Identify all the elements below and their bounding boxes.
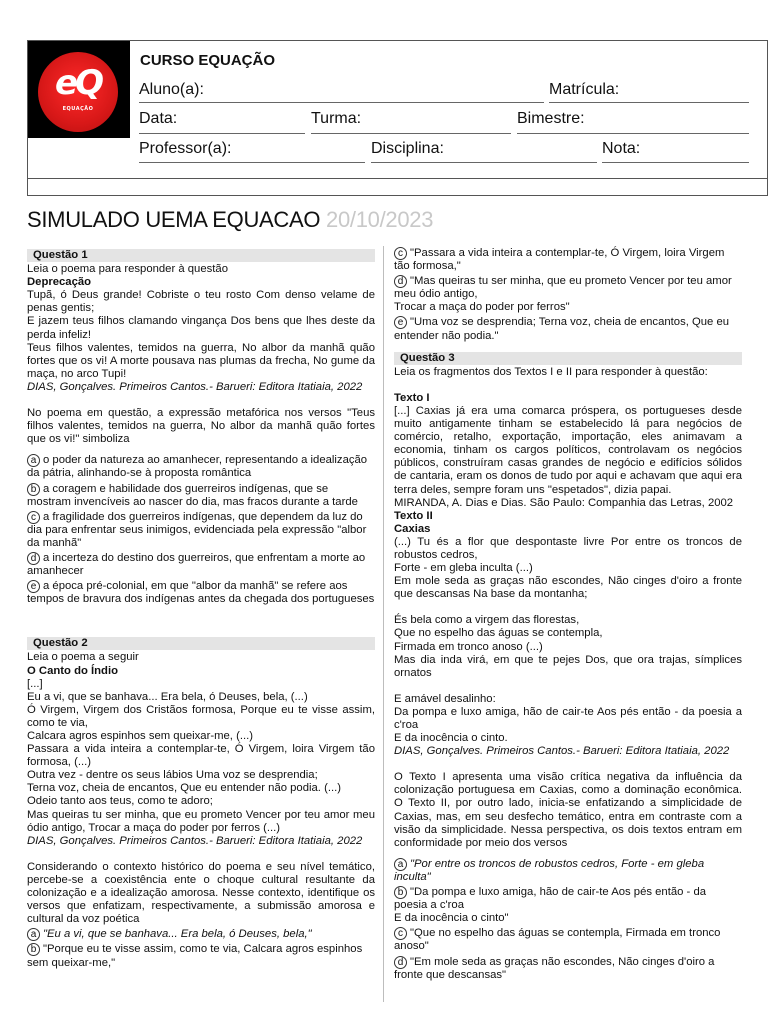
q2-line-1: [...] (27, 677, 43, 690)
q1-option-e[interactable] (27, 580, 375, 606)
question-3 (394, 352, 742, 982)
disciplina-field (371, 162, 597, 163)
option-d-marker[interactable]: d (394, 956, 407, 969)
q2-option-d-text: "Mas queiras tu ser minha, que eu prometo Vencer por teu amor meu ódio antigo, (394, 275, 732, 301)
q3-option-d[interactable] (394, 956, 742, 982)
q2-option-c-text: "Passara a vida inteira a contemplar-te, Ó Virgem, loira Virgem tão formosa," (394, 247, 725, 273)
q3-text-2-line-4: És bela como a virgem das florestas, (394, 614, 580, 627)
q3-option-d-text: "Em mole seda as graças não escondes, Não cinges d'oiro a fronte que descansas" (394, 955, 715, 981)
option-d-marker[interactable]: d (394, 275, 407, 288)
option-a-marker[interactable]: a (394, 858, 407, 871)
question-3-heading: Questão 3 (394, 352, 742, 365)
q1-poem-title: Deprecação (27, 276, 92, 289)
title-main: SIMULADO UEMA EQUACAO (27, 207, 321, 232)
option-e-marker[interactable]: e (27, 580, 40, 593)
header-box (27, 40, 768, 196)
q1-option-c-text: a fragilidade dos guerreiros indígenas, que dependem da luz do dia para enfrentar seus inimigos, evidenciada pela expressão "albor da manhã" (27, 510, 367, 549)
aluno-field (139, 102, 544, 103)
q3-text-1-source: MIRANDA, A. Dias e Dias. São Paulo: Companhia das Letras, 2002 (394, 496, 734, 509)
option-a-marker[interactable]: a (27, 454, 40, 467)
q1-option-b-text: a coragem e habilidade dos guerreiros indígenas, que se mostram invencíveis ao nascer do dia, mas fracos durante a tarde (27, 482, 358, 508)
q3-option-b-text: "Da pompa e luxo amiga, hão de cair-te Aos pés então - da poesia a c'roa (394, 886, 707, 912)
q2-line-7: Terna voz, cheia de encantos, Que eu entender não podia. (...) (27, 782, 342, 795)
q2-line-3: Ó Virgem, Virgem dos Cristãos formosa, Porque eu te visse assim, como te via, (27, 703, 375, 729)
q3-text-2-line-6: Firmada em tronco anoso (...) (394, 640, 543, 653)
q2-poem-title: O Canto do Índio (27, 664, 118, 677)
title-date: 20/10/2023 (326, 207, 434, 232)
q3-text-1-title: Texto I (394, 391, 430, 404)
q1-option-a-text: o poder da natureza ao amanhecer, representando a idealização da pátria, alinhando-se à proposta romântica (27, 454, 368, 480)
q1-option-c[interactable] (27, 511, 375, 550)
option-b-marker[interactable]: b (27, 943, 40, 956)
q3-option-b-text-2: E da inocência o cinto" (394, 912, 509, 925)
logo-subtitle: EQUAÇÃO (62, 106, 94, 112)
turma-field (311, 133, 511, 134)
q1-intro: Leia o poema para responder à questão (27, 263, 228, 276)
option-c-marker[interactable]: c (394, 927, 407, 940)
bimestre-field (517, 133, 749, 134)
q3-text-2-line-10: E da inocência o cinto. (394, 732, 508, 745)
q3-option-b[interactable] (394, 886, 742, 925)
q1-poem-stanza-3: Teus filhos valentes, temidos na guerra, No albor da manhã quão fortes que os vi! A morte pousava nas plumas da frecha, No gume da maça, no arco Tupi! (27, 341, 375, 380)
q3-option-c-text: "Que no espelho das águas se contempla, Firmada em tronco anoso" (394, 927, 721, 953)
q3-text-2-title: Texto II (394, 509, 433, 522)
q3-text-2-line-9: Da pompa e luxo amiga, hão de cair-te Aos pés então - da poesia a c'roa (394, 705, 742, 731)
q2-line-6: Outra vez - dentre os seus lábios Uma voz se desprendia; (27, 769, 318, 782)
question-2 (27, 637, 375, 969)
option-b-marker[interactable]: b (27, 483, 40, 496)
q2-line-2: Eu a vi, que se banhava... Era bela, ó Deuses, bela, (...) (27, 690, 308, 703)
q1-option-d-text: a incerteza do destino dos guerreiros, que enfrentam a morte ao amanhecer (27, 551, 366, 578)
question-1-heading: Questão 1 (27, 249, 375, 262)
q3-text-2-line-1: (...) Tu és a flor que despontaste livre Por entre os troncos de robustos cedros, (394, 535, 742, 561)
right-column (394, 249, 742, 982)
q1-option-e-text: a época pré-colonial, em que "albor da manhã" se refere aos tempos de bravura dos indígenas antes da chegada dos portugueses (27, 580, 375, 606)
option-c-marker[interactable]: c (394, 247, 407, 260)
q2-question: Considerando o contexto histórico do poema e seu nível temático, percebe-se a coexistência ente o choque cultural resultante da colonização e a idealização amorosa. Nesse contexto, identifique os versos que enfatizam, respectivamente, a submissão amorosa e cultural da voz poética (27, 860, 375, 926)
logo-letters: eQ (55, 63, 101, 103)
q3-question: O Texto I apresenta uma visão crítica negativa da influência da colonização portuguesa em Caxias, como a dominação econômica. O Texto II, por outro lado, inicia-se enfatizando a simplicidade de Caxias, mas, em seu desfecho temático, entra em contraste com a visão da simplicidade. Nessa perspectiva, os dois textos entram em conformidade por meio dos versos (394, 771, 742, 849)
question-2-heading: Questão 2 (27, 637, 375, 650)
q3-text-1-body: [...] Caxias já era uma comarca próspera, os portugueses desde muito antigamente tinham se estabelecido lá para negócios de comércio, retalho, exportação, importação, eles animavam a economia, tinham os cargos políticos, controlavam os negócios públicos, construíram casas grandes de negócio e edifícios sólidos de cantaria, eram os donos de tudo por aqui e achavam que aqui era terra deles, sempre foram uns "espetados", dizia papai. (394, 404, 742, 496)
q3-text-2-line-8: E amável desalinho: (394, 692, 496, 705)
bimestre-label: Bimestre: (517, 110, 585, 127)
q2-option-e-text: "Uma voz se desprendia; Terna voz, cheia de encantos, Que eu entender não podia." (394, 316, 730, 342)
q2-option-e[interactable] (394, 316, 742, 342)
nota-label: Nota: (602, 140, 641, 157)
q1-option-d[interactable] (27, 552, 375, 578)
matricula-label: Matrícula: (549, 81, 620, 98)
logo-disc (38, 52, 118, 132)
q1-option-a[interactable] (27, 454, 375, 480)
q2-line-4: Calcara agros espinhos sem queixar-me, (...) (27, 730, 254, 742)
aluno-label: Aluno(a): (139, 81, 204, 98)
left-column (27, 249, 375, 970)
professor-field (139, 162, 365, 163)
course-title: CURSO EQUAÇÃO (140, 52, 276, 69)
option-b-marker[interactable]: b (394, 886, 407, 899)
q3-option-a-text: "Por entre os troncos de robustos cedros, Forte - em gleba inculta" (394, 857, 705, 883)
professor-label: Professor(a): (139, 140, 232, 157)
q2-option-d[interactable] (394, 275, 742, 314)
q3-option-c[interactable] (394, 927, 742, 953)
q2-option-d-text-2: Trocar a maça do poder por ferros" (394, 301, 570, 314)
data-label: Data: (139, 110, 178, 127)
q2-option-a[interactable] (27, 928, 375, 941)
q3-text-2-subtitle: Caxias (394, 522, 431, 535)
nota-field (602, 162, 749, 163)
column-divider (383, 246, 384, 1002)
q2-line-5: Passara a vida inteira a contemplar-te, Ó Virgem, loira Virgem tão formosa, (...) (27, 743, 375, 769)
page-title (27, 207, 433, 233)
q3-source: DIAS, Gonçalves. Primeiros Cantos.- Barueri: Editora Itatiaia, 2022 (394, 745, 730, 758)
q3-text-2-line-3: Em mole seda as graças não escondes, Não cinges d'oiro a fronte que descansas Na base da montanha; (394, 575, 742, 601)
q2-option-c[interactable] (394, 247, 742, 273)
header-divider (28, 178, 767, 179)
q1-poem-stanza-1: Tupã, ó Deus grande! Cobriste o teu rosto Com denso velame de penas gentis; (27, 289, 375, 315)
q2-intro: Leia o poema a seguir (27, 651, 139, 664)
option-e-marker[interactable]: e (394, 316, 407, 329)
q2-source: DIAS, Gonçalves. Primeiros Cantos.- Barueri: Editora Itatiaia, 2022 (27, 834, 363, 847)
q2-line-9: Mas queiras tu ser minha, que eu prometo Vencer por teu amor meu ódio antigo, Trocar a maça do poder por ferros (...) (27, 808, 375, 834)
matricula-field (549, 102, 749, 103)
option-a-marker[interactable]: a (27, 928, 40, 941)
q3-intro: Leia os fragmentos dos Textos I e II para responder à questão: (394, 365, 708, 378)
q1-question: No poema em questão, a expressão metafórica nos versos "Teus filhos valentes, temidos na guerra, No albor da manhã quão fortes que os vi!" simboliza (27, 407, 375, 446)
q3-text-2-line-2: Forte - em gleba inculta (...) (394, 562, 533, 575)
option-d-marker[interactable]: d (27, 552, 40, 565)
q3-text-2-line-7: Mas dia inda virá, em que te pejes Dos, que ora trajas, símplices ornatos (394, 653, 742, 679)
q2-line-8: Odeio tanto aos teus, como te adoro; (27, 795, 213, 808)
turma-label: Turma: (311, 110, 362, 127)
q2-option-a-text: "Eu a vi, que se banhava... Era bela, ó Deuses, bela," (43, 928, 312, 941)
logo (28, 41, 130, 138)
q2-option-b[interactable] (27, 943, 375, 969)
option-c-marker[interactable]: c (27, 511, 40, 524)
data-field (139, 133, 305, 134)
question-1 (27, 249, 375, 606)
q3-text-2-line-5: Que no espelho das águas se contempla, (394, 627, 603, 640)
q1-source: DIAS, Gonçalves. Primeiros Cantos.- Barueri: Editora Itatiaia, 2022 (27, 380, 363, 393)
q1-poem-stanza-2: E jazem teus filhos clamando vingança Dos bens que lhes deste da perda infeliz! (27, 315, 375, 341)
q3-option-a[interactable] (394, 858, 742, 884)
q2-option-b-text: "Porque eu te visse assim, como te via, Calcara agros espinhos sem queixar-me," (27, 943, 363, 969)
q1-option-b[interactable] (27, 483, 375, 509)
disciplina-label: Disciplina: (371, 140, 444, 157)
